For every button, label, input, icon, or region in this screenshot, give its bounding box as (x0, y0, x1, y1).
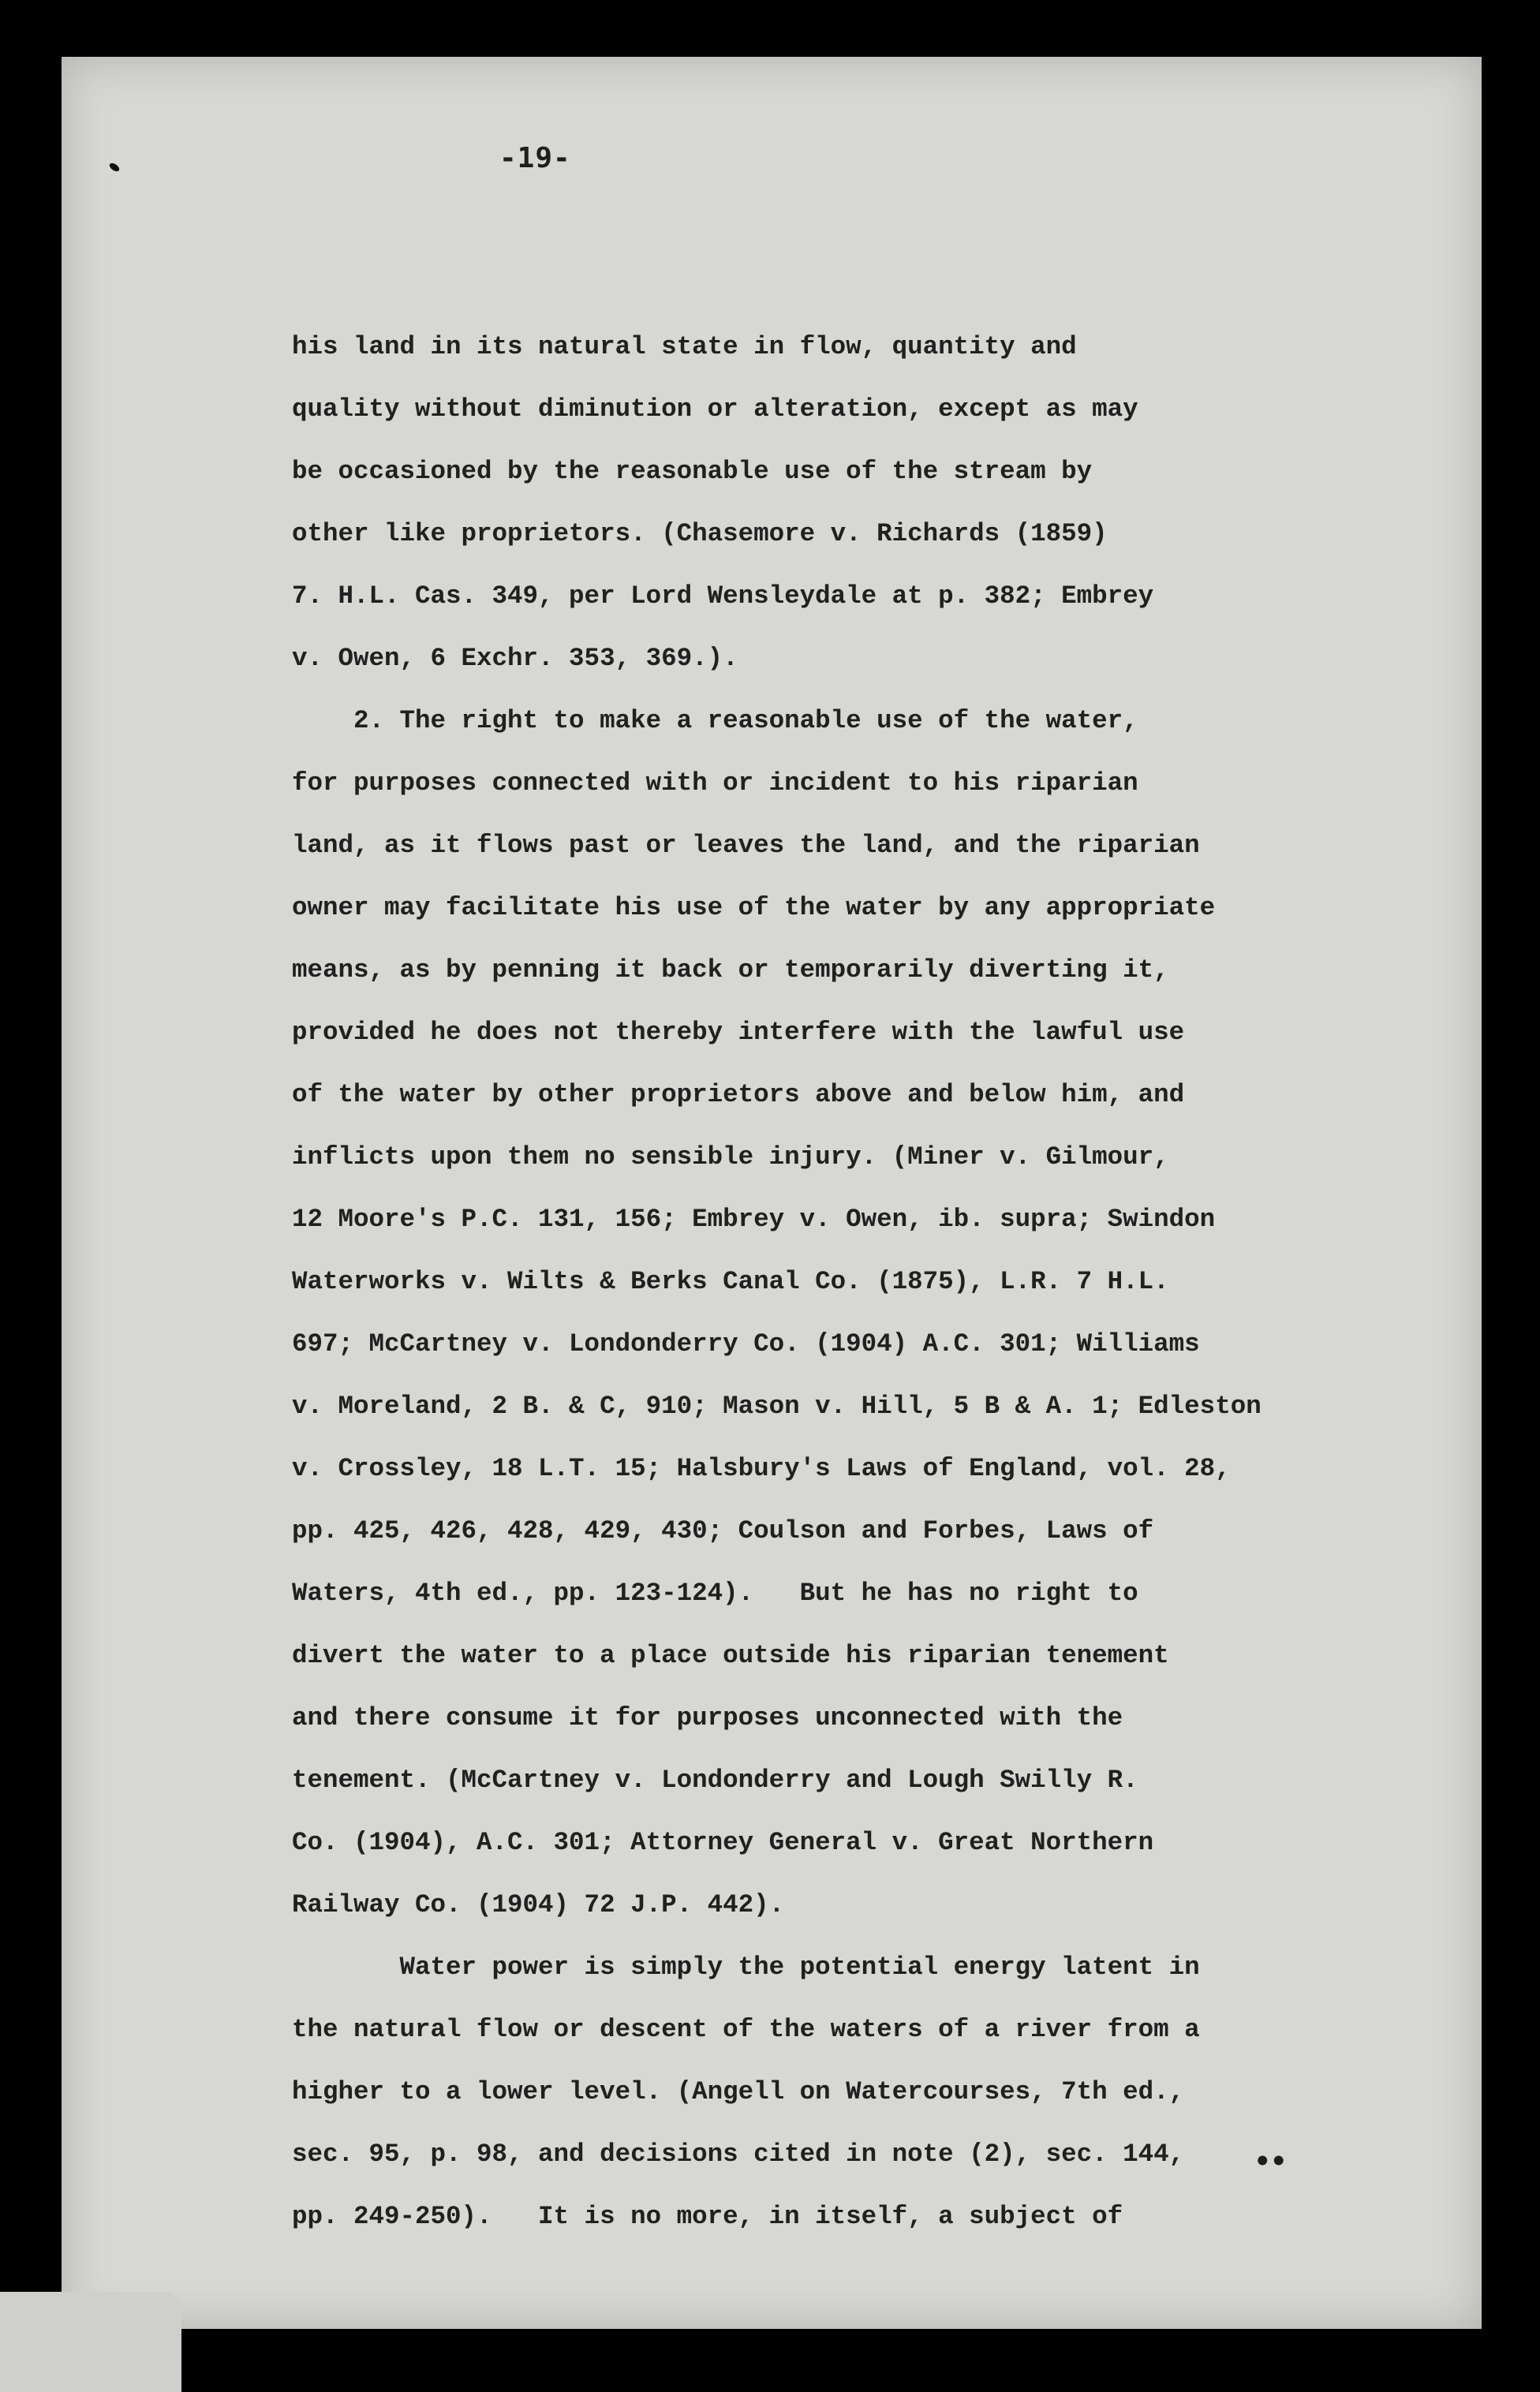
text-line: Co. (1904), A.C. 301; Attorney General v. Great Northern (292, 1828, 1154, 1857)
text-line: Water power is simply the potential energy latent in (292, 1953, 1200, 1982)
text-line: of the water by other proprietors above and below him, and (292, 1080, 1185, 1109)
text-line: 697; McCartney v. Londonderry Co. (1904) A.C. 301; Williams (292, 1329, 1200, 1359)
bottom-marks: •• (1254, 2146, 1287, 2177)
text-line: Railway Co. (1904) 72 J.P. 442). (292, 1890, 785, 1919)
text-line: for purposes connected with or incident to his riparian (292, 768, 1138, 798)
text-line: provided he does not thereby interfere with the lawful use (292, 1018, 1185, 1047)
text-line: v. Owen, 6 Exchr. 353, 369.). (292, 644, 738, 673)
text-line: his land in its natural state in flow, quantity and (292, 332, 1077, 361)
text-line: other like proprietors. (Chasemore v. Richards (1859) (292, 519, 1108, 548)
body-text (292, 316, 1444, 2248)
page-number: -19- (499, 142, 571, 174)
text-line: and there consume it for purposes unconnected with the (292, 1703, 1123, 1732)
text-line: 7. H.L. Cas. 349, per Lord Wensleydale at p. 382; Embrey (292, 581, 1154, 611)
text-line: means, as by penning it back or temporarily diverting it, (292, 955, 1169, 985)
text-line: 12 Moore's P.C. 131, 156; Embrey v. Owen, ib. supra; Swindon (292, 1205, 1216, 1234)
text-line: land, as it flows past or leaves the land, and the riparian (292, 831, 1200, 860)
text-line: inflicts upon them no sensible injury. (Miner v. Gilmour, (292, 1142, 1169, 1172)
text-line: v. Crossley, 18 L.T. 15; Halsbury's Laws of England, vol. 28, (292, 1454, 1231, 1483)
text-line: Waters, 4th ed., pp. 123-124). But he has no right to (292, 1579, 1138, 1608)
text-line: v. Moreland, 2 B. & C, 910; Mason v. Hill, 5 B & A. 1; Edleston (292, 1392, 1262, 1421)
text-line: pp. 425, 426, 428, 429, 430; Coulson and Forbes, Laws of (292, 1516, 1154, 1545)
text-line: Waterworks v. Wilts & Berks Canal Co. (1875), L.R. 7 H.L. (292, 1267, 1169, 1296)
text-line: quality without diminution or alteration, except as may (292, 394, 1138, 424)
text-line: divert the water to a place outside his riparian tenement (292, 1641, 1169, 1670)
text-line: sec. 95, p. 98, and decisions cited in note (2), sec. 144, (292, 2140, 1185, 2169)
corner-tab (0, 2292, 181, 2392)
text-line: tenement. (McCartney v. Londonderry and Lough Swilly R. (292, 1766, 1138, 1795)
text-line: 2. The right to make a reasonable use of the water, (292, 706, 1138, 735)
text-line: pp. 249-250). It is no more, in itself, a subject of (292, 2202, 1123, 2231)
text-line: be occasioned by the reasonable use of the stream by (292, 457, 1093, 486)
text-line: owner may facilitate his use of the water by any appropriate (292, 893, 1216, 922)
text-line: the natural flow or descent of the waters of a river from a (292, 2015, 1200, 2044)
text-line: higher to a lower level. (Angell on Watercourses, 7th ed., (292, 2077, 1185, 2106)
